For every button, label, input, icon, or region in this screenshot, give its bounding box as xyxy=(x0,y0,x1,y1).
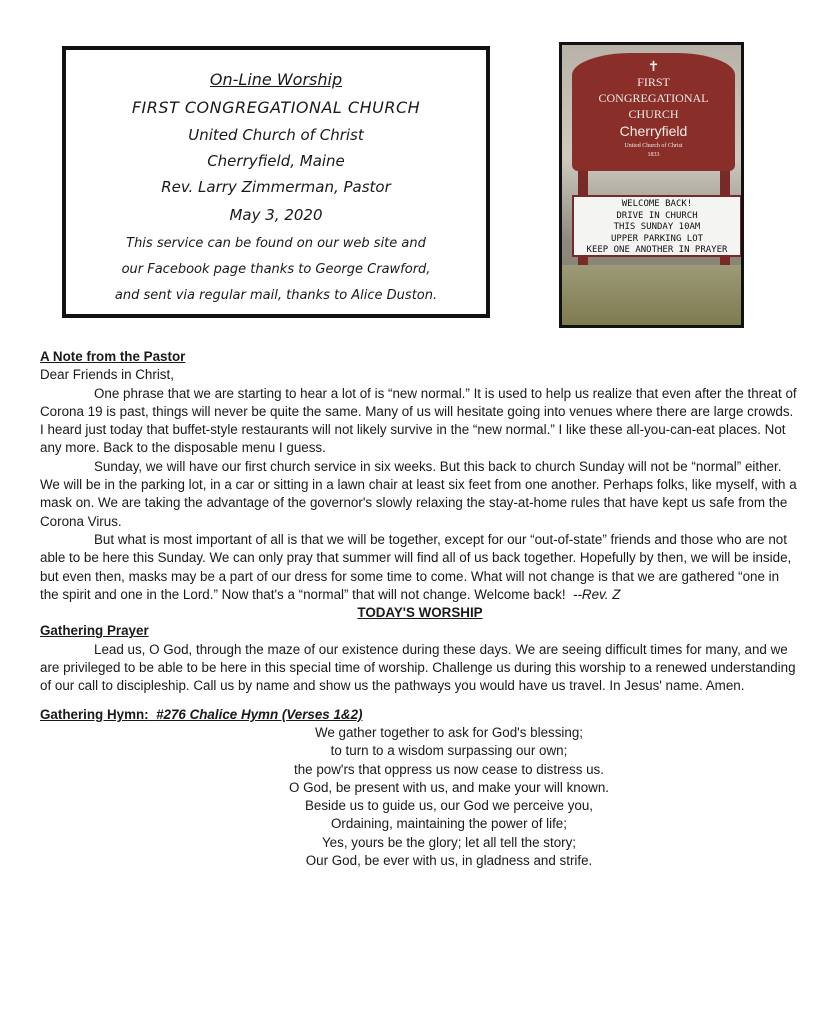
note-paragraph: One phrase that we are starting to hear a lot of is “new normal.” It is used to help us realize that even after the threat of Corona 19 is past, things will never be quite the same. Many of us will hesitate going into venues where there are large crowds. I heard just today that buffet-style restaurants will not likely survive in the “new normal.” I like these all-you-can-eat places. Not any more. Back to the disposable menu I guess. xyxy=(40,385,797,456)
service-date: May 3, 2020 xyxy=(229,206,323,224)
church-sign xyxy=(572,53,735,171)
board-line: KEEP ONE ANOTHER IN PRAYER xyxy=(586,245,728,255)
pastor-note-heading: A Note from the Pastor xyxy=(40,349,186,364)
denomination: United Church of Christ xyxy=(188,126,364,144)
hymn-line: Ordaining, maintaining the power of life; xyxy=(331,816,567,832)
board-line: UPPER PARKING LOT xyxy=(610,233,704,244)
note-paragraph-text: But what is most important of all is that we will be together, except for our “out-of-state” friends and those who are not able to be here this Sunday. We can only pray that summer will find all of us back together. Hopefully by then, we will be inside, but even then, masks may be a part of our dress for some time to come. What will not change is that we are gathered “one in the spirit and one in the Lord.” Now that's a “normal” that will not change. Welcome back! xyxy=(40,531,792,602)
cross-icon: ✝ xyxy=(647,60,660,75)
salutation: Dear Friends in Christ, xyxy=(40,367,174,383)
board-line: THIS SUNDAY 10AM xyxy=(613,222,701,232)
bulletin-body xyxy=(40,348,800,870)
hymn-line: O God, be present with us, and make your will known. xyxy=(288,779,610,795)
grass-area xyxy=(562,265,741,325)
note-paragraph: Sunday, we will have our first church service in six weeks. But this back to church Sunday will not be “normal” either. We will be in the parking lot, in a car or sitting in a lawn chair at least six feet from one another. Perhaps folks, like myself, with a mask on. We are taking the advantage of the governor's slowly relaxing the stay-at-home rules that have kept us safe from the Corona Virus. xyxy=(40,458,797,529)
church-location: Cherryfield, Maine xyxy=(207,152,345,170)
hymn-line: to turn to a wisdom surpassing our own; xyxy=(330,743,568,759)
header-note-line: This service can be found on our web site and xyxy=(126,236,426,251)
hymn-label: Gathering Hymn: xyxy=(40,706,149,722)
pastor-name: Rev. Larry Zimmerman, Pastor xyxy=(161,178,391,196)
hymn-line: We gather together to ask for God's blessing; xyxy=(314,724,584,740)
hymn-line: Yes, yours be the glory; let all tell the story; xyxy=(321,834,577,850)
hymn-title: #276 Chalice Hymn (Verses 1&2) xyxy=(156,706,363,722)
note-paragraph xyxy=(40,531,800,604)
gathering-hymn-heading xyxy=(40,706,800,724)
sign-text: CHURCH xyxy=(628,107,679,121)
gathering-prayer: Lead us, O God, through the maze of our existence during these days. We are seeing difficult times for many, and we are privileged to be able to be here in this special time of worship. Challenge us during this worship to a renewed understanding of our call to discipleship. Call us by name and show us the pathways you would have us travel. In Jesus' name. Amen. xyxy=(40,641,796,694)
header-title: On-Line Worship xyxy=(209,70,343,89)
church-sign-photo xyxy=(559,42,744,328)
hymn-line: Beside us to guide us, our God we perceive you, xyxy=(304,798,594,814)
sign-text: CONGREGATIONAL xyxy=(598,91,709,105)
board-line: DRIVE IN CHURCH xyxy=(616,210,698,221)
hymn-line: Our God, be ever with us, in gladness and strife. xyxy=(305,853,593,869)
signature: --Rev. Z xyxy=(573,586,621,602)
header-note-line: and sent via regular mail, thanks to Alice Duston. xyxy=(114,288,438,303)
board-line: WELCOME BACK! xyxy=(621,199,693,209)
todays-worship-heading: TODAY'S WORSHIP xyxy=(357,605,483,621)
church-name: FIRST CONGREGATIONAL CHURCH xyxy=(131,98,421,117)
hymn-line: the pow'rs that oppress us now cease to distress us. xyxy=(294,761,604,777)
gathering-prayer-heading: Gathering Prayer xyxy=(40,623,149,639)
sign-text: United Church of Christ xyxy=(624,143,683,149)
sign-text: FIRST xyxy=(637,75,670,89)
message-board xyxy=(572,195,742,257)
sign-text: 1833 xyxy=(647,152,660,158)
header-note-line: our Facebook page thanks to George Crawford, xyxy=(121,262,431,277)
sign-text: Cherryfield xyxy=(619,123,688,139)
bulletin-header-box xyxy=(62,46,490,318)
